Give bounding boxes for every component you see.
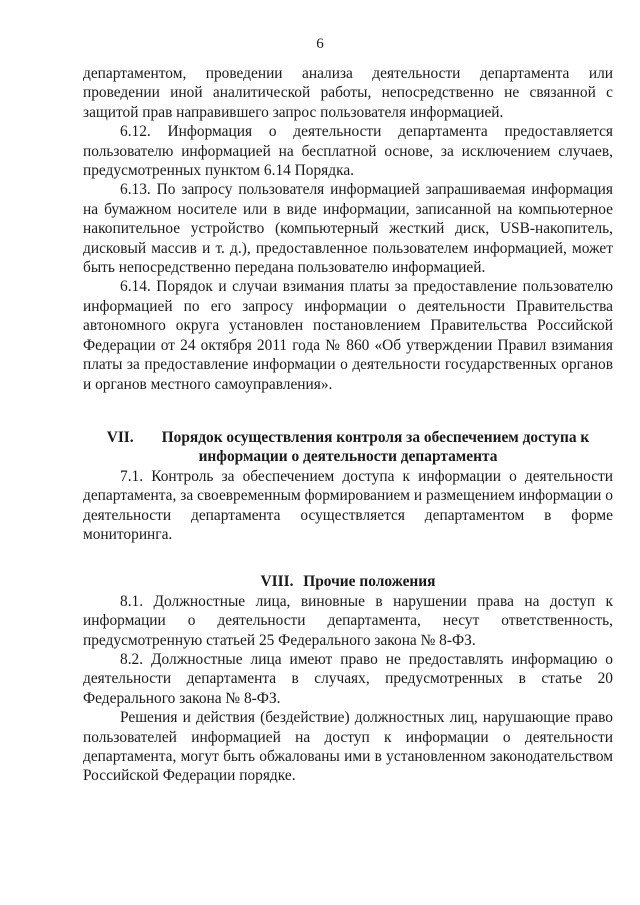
paragraph-7-1: 7.1. Контроль за обеспечением доступа к информации о деятельности департамента, за своевременным формированием и размещением информации о деятельности департамента осуществляется департаментом в форме мониторинга. xyxy=(83,467,613,543)
paragraph-continuation: департаментом, проведении анализа деятельности департамента или проведении иной аналитической работы, непосредственно не связанной с защитой прав направившего запрос пользователя информацией. xyxy=(83,65,613,121)
paragraph-6-13: 6.13. По запросу пользователя информацией запрашиваемая информация на бумажном носителе или в виде информации, записанной на компьютерное накопительное устройство (компьютерный жесткий диск, USB-накопитель, дисковый массив и т. д.), предоставленное пользователем информацией, может быть непосредственно передана пользователю информацией. xyxy=(83,181,613,277)
paragraph-8-2: 8.2. Должностные лица имеют право не предоставлять информацию о деятельности департамента в случаях, предусмотренных в статье 20 Федерального закона № 8-ФЗ. xyxy=(83,650,613,707)
section-vii-title-line1: Порядок осуществления контроля за обеспечением доступа к xyxy=(161,428,590,446)
page-number: 6 xyxy=(316,36,324,52)
paragraph-appeal: Решения и действия (бездействие) должностных лиц, нарушающие право пользователей информацией на доступ к информации о деятельности департамента, могут быть обжалованы ими в установленном законодательством Российской Федерации порядке. xyxy=(83,709,613,785)
section-viii-heading xyxy=(83,572,613,591)
section-viii-title: Прочие положения xyxy=(303,573,436,591)
section-viii-number: VIII. xyxy=(260,573,294,591)
section-vii-heading xyxy=(83,428,613,467)
paragraph-6-14: 6.14. Порядок и случаи взимания платы за предоставление пользователю информацией по его запросу информации о деятельности Правительства автономного округа установлен постановлением Правительства Российской Федерации от 24 октября 2011 года № 860 «Об утверждении Правил взимания платы за предоставление информации о деятельности государственных органов и органов местного самоуправления». xyxy=(83,278,613,393)
section-vii-number: VII. xyxy=(106,428,134,446)
paragraph-8-1: 8.1. Должностные лица, виновные в нарушении права на доступ к информации о деятельности департамента, несут ответственность, предусмотренную статьей 25 Федерального закона № 8-ФЗ. xyxy=(83,592,613,649)
paragraph-6-12: 6.12. Информация о деятельности департамента предоставляется пользователю информацией на бесплатной основе, за исключением случаев, предусмотренных пунктом 6.14 Порядка. xyxy=(83,123,613,180)
section-vii-heading-line1 xyxy=(83,428,613,447)
document-body xyxy=(83,64,613,786)
section-vii-title-line2: информации о деятельности департамента xyxy=(198,448,498,466)
